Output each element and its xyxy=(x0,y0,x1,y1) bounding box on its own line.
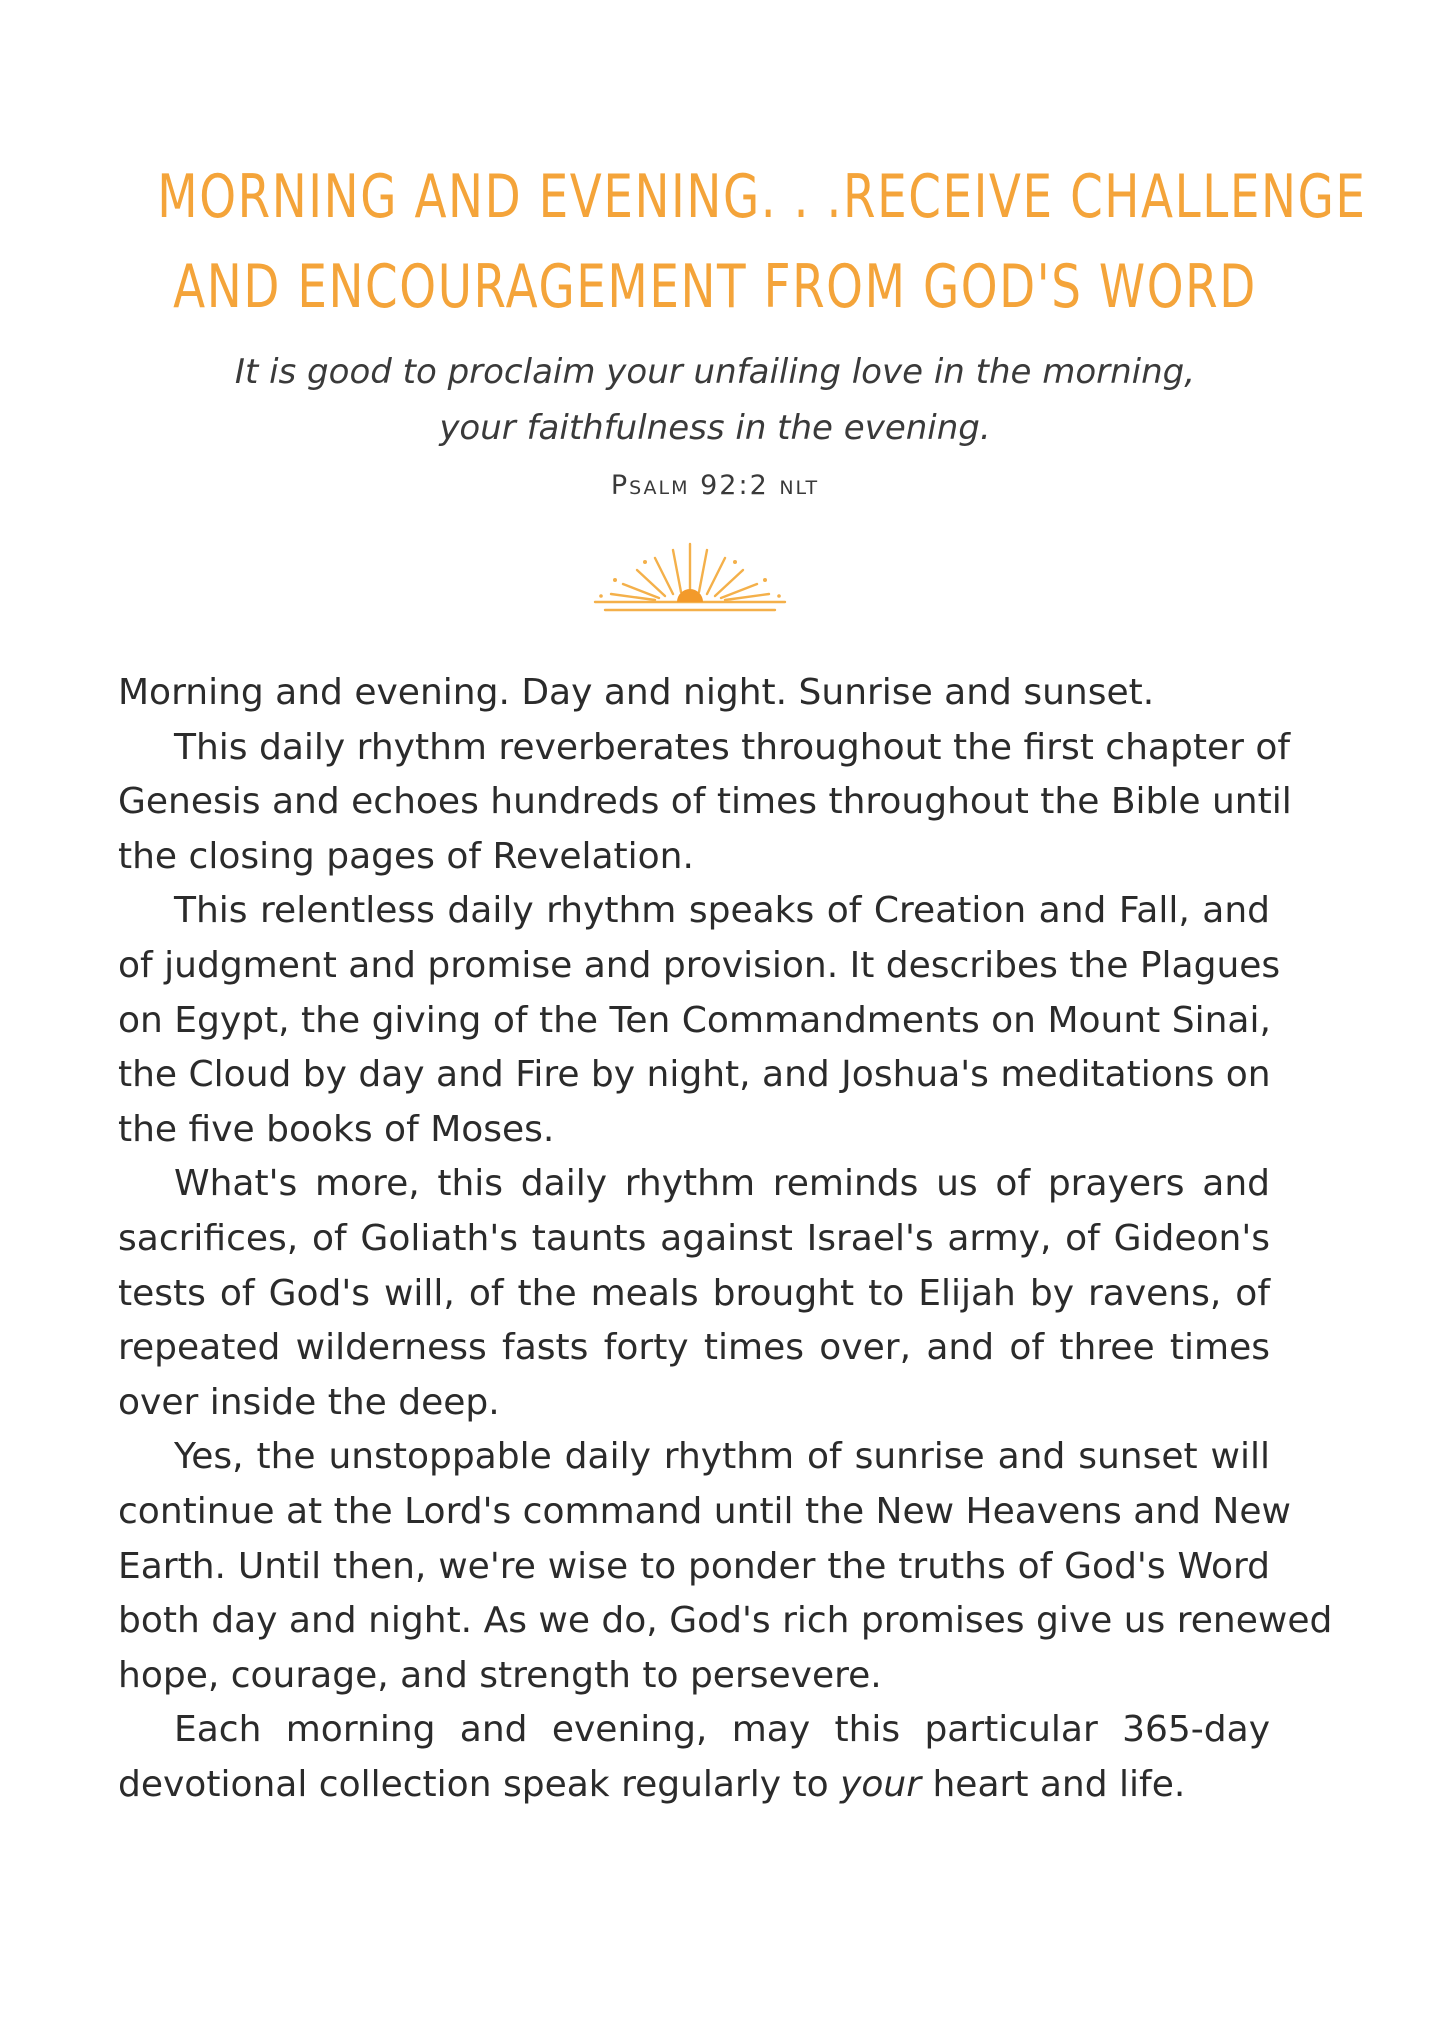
paragraph-3-line-2: of judgment and promise and provision. It describes the Plagues xyxy=(118,944,1281,986)
paragraph-4-line-4: repeated wilderness fasts forty times over, and of three times xyxy=(118,1327,1270,1369)
paragraph-4-line-3: tests of God's will, of the meals brought to Elijah by ravens, of xyxy=(118,1272,1270,1314)
paragraph-2 xyxy=(118,721,1292,885)
paragraph-5-line-5: hope, courage, and strength to persevere. xyxy=(118,1654,882,1696)
paragraph-1 xyxy=(118,666,1270,721)
verse-line-1: It is good to proclaim your unfailing love in the morning, xyxy=(234,352,1196,392)
paragraph-4-line-5: over inside the deep. xyxy=(118,1381,500,1423)
paragraph-5 xyxy=(118,1430,1333,1703)
paragraph-6-text-b: heart and life. xyxy=(921,1763,1186,1805)
paragraph-4-line-1: What's more, this daily rhythm reminds us of prayers and xyxy=(174,1163,1270,1205)
paragraph-5-line-2: continue at the Lord's command until the New Heavens and New xyxy=(118,1490,1291,1532)
paragraph-3-line-3: on Egypt, the giving of the Ten Commandments on Mount Sinai, xyxy=(118,999,1271,1041)
title-line-2: AND ENCOURAGEMENT FROM GOD'S WORD xyxy=(173,252,1257,323)
paragraph-3-line-4: the Cloud by day and Fire by night, and Joshua's meditations on xyxy=(118,1054,1271,1096)
paragraph-4-line-2: sacrifices, of Goliath's taunts against Israel's army, of Gideon's xyxy=(118,1217,1270,1259)
paragraph-3-line-1: This relentless daily rhythm speaks of Creation and Fall, and xyxy=(174,890,1270,932)
verse-line-2: your faithfulness in the evening. xyxy=(439,408,991,448)
title-line-1: MORNING AND EVENING. . .RECEIVE CHALLENGE xyxy=(157,162,1367,233)
body-text xyxy=(118,666,1333,1812)
paragraph-2-line-3: the closing pages of Revelation. xyxy=(118,835,694,877)
paragraph-4 xyxy=(118,1157,1270,1430)
paragraph-5-line-4: both day and night. As we do, God's rich promises give us renewed xyxy=(118,1600,1333,1642)
paragraph-6-text-a: devotional collection speak regularly to xyxy=(118,1763,841,1805)
paragraph-3 xyxy=(118,884,1281,1157)
paragraph-5-line-3: Earth. Until then, we're wise to ponder the truths of God's Word xyxy=(118,1545,1270,1587)
paragraph-3-line-5: the five books of Moses. xyxy=(118,1108,555,1150)
paragraph-6-line-1: Each morning and evening, may this particular 365-day xyxy=(174,1709,1270,1751)
sunrise-icon xyxy=(585,540,795,620)
paragraph-2-line-2: Genesis and echoes hundreds of times throughout the Bible until xyxy=(118,781,1292,823)
verse-reference: Psalm 92:2 nlt xyxy=(610,470,820,501)
paragraph-6 xyxy=(118,1703,1270,1812)
paragraph-2-line-1: This daily rhythm reverberates throughout the first chapter of xyxy=(174,726,1291,768)
paragraph-6-emphasis: your xyxy=(840,1763,922,1805)
page-title xyxy=(157,152,1367,332)
paragraph-6-line-2 xyxy=(118,1758,1270,1813)
paragraph-1-line-1: Morning and evening. Day and night. Sunrise and sunset. xyxy=(118,672,1155,713)
paragraph-5-line-1: Yes, the unstoppable daily rhythm of sunrise and sunset will xyxy=(174,1436,1270,1478)
epigraph-verse xyxy=(0,344,1430,456)
